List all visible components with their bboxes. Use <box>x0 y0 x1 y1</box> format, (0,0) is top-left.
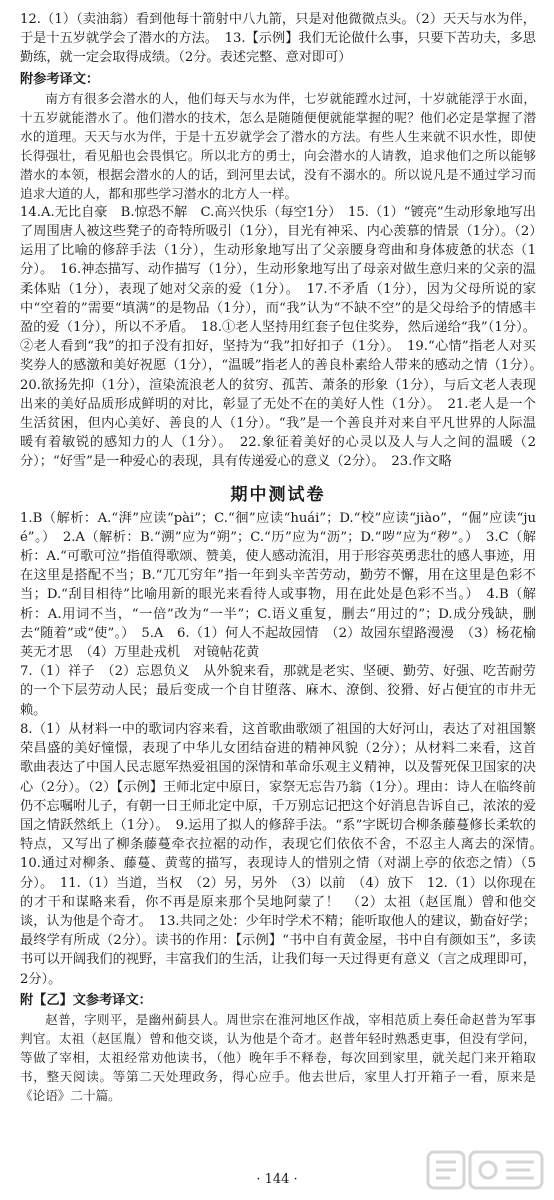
answer-page <box>20 10 550 1105</box>
watermark-logo-icon <box>426 1148 546 1192</box>
answer-block-7: 7.（1）祥子 （2）忘恩负义 从外貌来看，那就是老实、坚硬、勤劳、好强、吃苦耐劳的一个下层劳动人民；最后变成一个自甘堕落、麻木、潦倒、狡猾、好占便宜的市井无赖。 <box>20 664 536 718</box>
answer-block-14-23: 14.A.无比自豪 B.惊恐不解 C.高兴快乐（每空1分） 15.（1）“镀亮”生动形象地写出了周围唐人被这些凳子的奇特所吸引（1分），目光有神采、内心羡慕的情景（1分）。（2）运用了比喻的修辞手法（1分），生动形象地写出了父亲腰身弯曲和身体疲惫的状态（1分）。 16.神态描写、动作描写（1分），生动形象地写出了母亲对做生意归来的父亲的温柔体贴（1分），表现了她对父亲的爱（1分）。 17.不矛盾（1分），因为父母所说的家中“空着的”需要“填满”的是物品（1分），而“我”认为“不缺不空”的是父母给予的情感丰盈的爱（1分），所以不矛盾。 18.①老人坚持用红套子包住奖券，然后递给“我”（1分）。②老人看到“我”的扣子没有扣好，坚持为“我”扣好扣子（1分）。 19.“心情”指老人对买奖券人的感激和美好祝愿（1分），“温暖”指老人的善良朴素给人带来的感动之情（1分）。 20.欲扬先抑（1分），渲染流浪老人的贫穷、孤苦、萧条的形象（1分），与后文老人表现出来的美好品质形成鲜明的对比，彰显了无处不在的美好人性（1分）。 21.老人是一个生活贫困，但内心美好、善良的人（1分）。“我”是一个善良并对来自平凡世界的人际温暖有着敏锐的感知力的人（1分）。 22.象征着美好的心灵以及人与人之间的温暖（2分）；“好雪”是一种爱心的表现，具有传递爱心的意义（2分）。 23.作文略 <box>20 204 550 470</box>
section-title: 期中测试卷 <box>230 484 326 505</box>
answer-block-1-6: 1.B（解析：A.“湃”应读“pài”；C.“徊”应读“huái”；D.“校”应读“jiào”，“倔”应读“jué”。） 2.A（解析：B.“溯”应为“朔”；C.“历”应为“沥”；D.“哕”应为“秽”。） 3.C（解析：A.“可歌可泣”指值得歌颂、赞美，使人感动流泪，用于形容英勇悲壮的感人事迹，用在这里是搭配不当；B.“兀兀穷年”指一年到头辛苦劳动，勤劳不懈，用在这里是色彩不当；D.“刮目相待”比喻用新的眼光来看待人或事物，用在此处是色彩不当。） 4.B（解析：A.用词不当，“一倍”改为“一半”；C.语义重复，删去“用过的”；D.成分残缺，删去“随着”或“使”。） 5.A 6.（1）何人不起故园情 （2）故园东望路漫漫 （3）杨花榆荚无才思 （4）万里赴戎机 对镜帖花黄 <box>20 510 536 661</box>
page-number: · 144 · <box>256 1172 298 1187</box>
answer-block-8-13: 8.（1）从材料一中的歌词内容来看，这首歌曲歌颂了祖国的大好河山，表达了对祖国繁荣昌盛的美好憧憬，表现了中华儿女团结奋进的精神风貌（2分）；从材料二来看，这首歌曲表达了中国人民志愿军热爱祖国的深情和革命乐观主义精神，以及誓死保卫国家的决心（2分）。（2）【示例】王师北定中原日，家祭无忘告乃翁（1分）。理由：诗人在临终前仍不忘嘱咐儿子，有朝一日王师北定中原，千万别忘记把这个好消息告诉自己，浓浓的爱国之情跃然纸上（1分）。 9.运用了拟人的修辞手法。“系”字既切合柳条藤蔓修长柔软的特点，又写出了柳条藤蔓牵衣拉裾的动作，表现它们依依不舍，不忍主人离去的深情。 10.通过对柳条、藤蔓、黄莺的描写，表现诗人的惜别之情（对湖上亭的依恋之情）（5分）。 11.（1）当道，当权 （2）另，另外 （3）以前 （4）放下 12.（1）以你现在的才干和谋略来看，你不再是原来那个吴地阿蒙了！ （2）太祖（赵匡胤）曾和他交谈，认为他是个奇才。 13.共同之处：少年时学术不精；能听取他人的建议，勤奋好学；最终学有所成（2分）。读书的作用：【示例】“书中自有黄金屋，书中自有颜如玉”，多读书可以开阔我们的视野，丰富我们的生活，让我们每一天过得更有意义（言之成理即可，2分）。 <box>20 721 550 987</box>
translation-text-1: 南方有很多会潜水的人，他们每天与水为伴，七岁就能蹚水过河，十岁就能浮于水面，十五岁就能潜水了。他们潜水的技术，怎么是随随便便就能掌握的呢？他们必定是掌握了潜水的道理。天天与水为伴，于是十五岁就学会了潜水的方法。有些人生来就不识水性，即使长得强壮，看见船也会畏惧它。所以北方的勇士，向会潜水的人请教，追求他们之所以能够潜水的本领，根据会潜水的人的话，到河里去试，没有不溺水的。所以说凡是不通过学习而追求大道的人，都和那些学习潜水的北方人一样。 <box>20 90 536 201</box>
translation-text-2: 赵普，字则平，是幽州蓟县人。周世宗在淮河地区作战，宰相范质上奏任命赵普为军事判官。太祖（赵匡胤）曾和他交谈，认为他是个奇才。赵普年轻时熟悉吏事，但没有学问，等做了宰相，太祖经常劝他读书，（他）晚年手不释卷，每次回到家里，就关起门来开箱取书，整天阅读。等第二天处理政务，得心应手。他去世后，家里人打开箱子一看，原来是《论语》二十篇。 <box>20 1011 536 1103</box>
translation-heading-2: 附【乙】文参考译文： <box>20 992 152 1008</box>
translation-heading-1: 附参考译文： <box>20 71 100 87</box>
answer-block-12-13: 12.（1）（卖油翁）看到他每十箭射中八九箭，只是对他微微点头。（2）天天与水为伴，于是十五岁就学会了潜水的方法。 13.【示例】我们无论做什么事，只要下苦功夫，多思勤练，就一定会取得成绩。（2分。表述完整、意对即可） <box>20 12 536 66</box>
